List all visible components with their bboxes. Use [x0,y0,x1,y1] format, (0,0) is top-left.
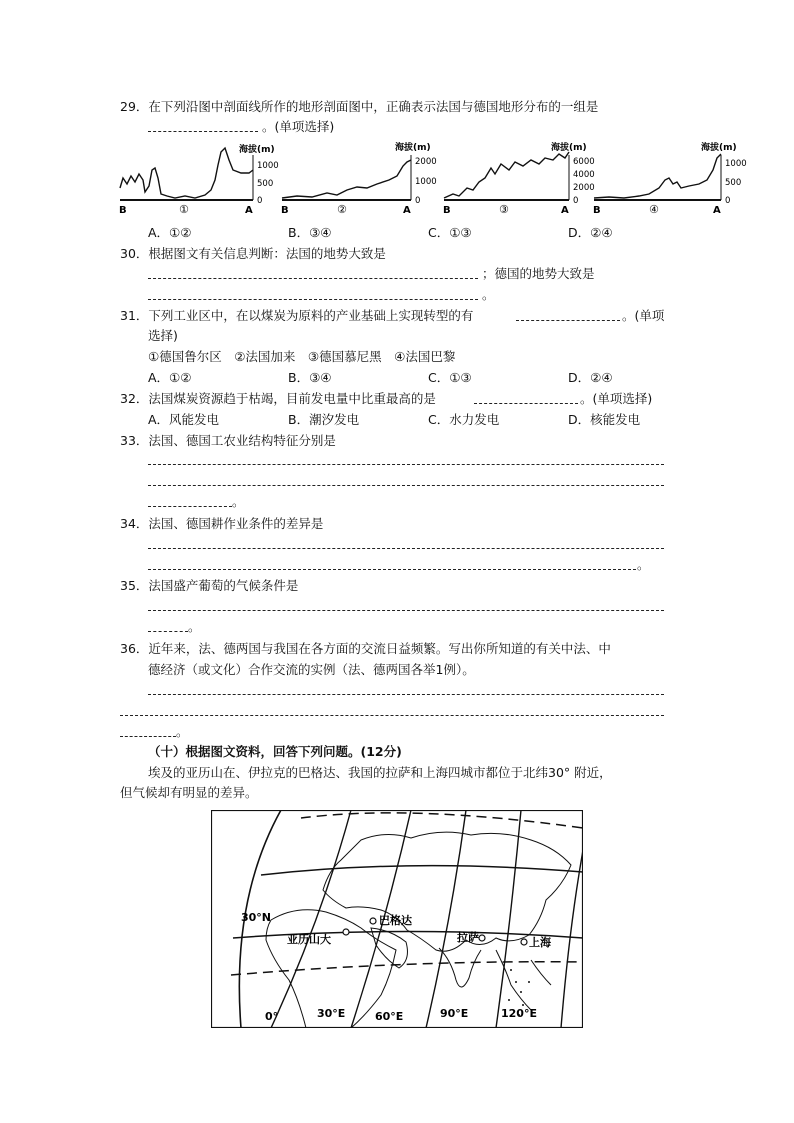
q32-option-c[interactable]: C．水力发电 [428,412,500,427]
profile-2-tick-1: 1000 [415,177,437,187]
q32-tail: 。(单项选择) [580,391,653,406]
profile-4-tick-0: 1000 [725,159,747,169]
map-lon-30e: 30°E [317,1007,346,1020]
q31-items: ①德国鲁尔区 ②法国加来 ③德国慕尼黑 ④法国巴黎 [148,349,456,364]
profile-4-tick-2: 0 [725,196,731,206]
map-lat-30n: 30°N [241,911,272,924]
profile-1-tick-0: 1000 [257,161,279,171]
map-lon-90e: 90°E [440,1007,469,1020]
profile-4 [593,141,747,216]
profile-1-left: B [119,205,127,216]
q30-mid: ；德国的地势大致是 [482,266,595,281]
q29-option-c[interactable]: C．①③ [428,225,472,240]
q29-option-b[interactable]: B．③④ [288,225,332,240]
world-map [211,810,583,1028]
q31-option-a[interactable]: A．①② [148,370,192,385]
q31-option-c[interactable]: C．①③ [428,370,472,385]
q29-tail: 。(单项选择) [262,119,335,134]
map-lon-60e: 60°E [375,1010,404,1023]
map-city-baghdad: 巴格达 [379,914,412,927]
profile-2-left: B [281,205,289,216]
profile-4-ylabel: 海拔(m) [701,143,737,153]
profile-2-tick-0: 2000 [415,157,437,167]
q33-text: 33．法国、德国工农业结构特征分别是 [120,433,336,448]
q31-tail2: 选择) [148,328,178,343]
q30-blank-france[interactable] [148,277,478,279]
profile-2-label: ② [337,203,347,216]
q31-text: 31．下列工业区中，在以煤炭为原料的产业基础上实现转型的有 [120,308,474,323]
q29-answer-blank[interactable] [148,130,258,132]
q31-tail: 。(单项 [622,308,665,323]
profile-4-label: ④ [649,203,659,216]
q35-text: 35．法国盛产葡萄的气候条件是 [120,578,299,593]
q30-blank-germany[interactable] [148,298,478,300]
q29-text: 29．在下列沿图中剖面线所作的地形剖面图中，正确表示法国与德国地形分布的一组是 [120,99,599,114]
terrain-profiles [115,140,755,220]
q31-answer-blank[interactable] [516,319,620,321]
q36-blank-1[interactable] [148,693,664,695]
profile-1-label: ① [179,203,189,216]
profile-3-right: A [561,205,569,216]
q29-option-a[interactable]: A．①② [148,225,192,240]
q35-blank-2[interactable] [148,630,188,632]
map-lon-120e: 120°E [501,1007,537,1020]
profile-3-tick-2: 2000 [573,183,595,193]
q36-text: 36．近年来，法、德两国与我国在各方面的交流日益频繁。写出你所知道的有关中法、中 [120,641,611,656]
profile-2-right: A [403,205,411,216]
map-city-lhasa: 拉萨 [457,931,479,944]
profile-4-left: B [593,205,601,216]
q35-blank-1[interactable] [148,609,664,611]
q32-text: 32．法国煤炭资源趋于枯竭，目前发电量中比重最高的是 [120,391,436,406]
profile-3-tick-1: 4000 [573,170,595,180]
q33-blank-2[interactable] [148,484,664,486]
q32-option-a[interactable]: A．风能发电 [148,412,220,427]
q36-text2: 德经济（或文化）合作交流的实例（法、德两国各举1例）。 [148,662,475,677]
section10-intro-2: 但气候却有明显的差异。 [120,785,258,800]
section10-intro-1: 埃及的亚历山在、伊拉克的巴格达、我国的拉萨和上海四城市都位于北纬30° 附近， [148,765,612,780]
q30-text: 30．根据图文有关信息判断：法国的地势大致是 [120,246,386,261]
q33-end: 。 [232,494,245,509]
q33-blank-1[interactable] [148,463,664,465]
profile-4-right: A [713,205,721,216]
q36-end: 。 [176,724,189,739]
q30-end: 。 [482,287,495,302]
profile-1-ylabel: 海拔(m) [239,145,275,155]
profile-2-tick-2: 0 [415,196,421,206]
profile-2 [281,141,437,216]
q34-blank-1[interactable] [148,547,664,549]
q32-option-b[interactable]: B．潮汐发电 [288,412,360,427]
profile-3-tick-0: 6000 [573,157,595,167]
map-city-alexandria: 亚历山大 [287,933,331,946]
q34-end: 。 [637,557,650,572]
profile-3-label: ③ [499,203,509,216]
q34-blank-2[interactable] [148,568,636,570]
profile-2-ylabel: 海拔(m) [395,143,431,153]
profile-1-tick-1: 500 [257,179,274,189]
q33-blank-3[interactable] [148,505,232,507]
q29-option-d[interactable]: D．②④ [568,225,613,240]
q35-end: 。 [188,619,201,634]
profile-4-tick-1: 500 [725,178,742,188]
map-city-shanghai: 上海 [529,936,551,949]
profile-3-tick-3: 0 [573,196,579,206]
section10-title: （十）根据图文资料，回答下列问题。(12分) [148,744,402,759]
q36-blank-2[interactable] [120,714,664,716]
q36-blank-3[interactable] [120,735,176,737]
profile-3-ylabel: 海拔(m) [551,143,587,153]
q34-text: 34．法国、德国耕作业条件的差异是 [120,516,324,531]
profile-1-right: A [245,205,253,216]
q32-option-d[interactable]: D．核能发电 [568,412,641,427]
map-lon-0: 0° [265,1010,279,1023]
profile-3 [443,141,595,216]
profile-1-tick-2: 0 [257,196,263,206]
q31-option-d[interactable]: D．②④ [568,370,613,385]
profile-3-left: B [443,205,451,216]
q31-option-b[interactable]: B．③④ [288,370,332,385]
profile-1 [119,143,279,216]
q32-answer-blank[interactable] [474,402,578,404]
